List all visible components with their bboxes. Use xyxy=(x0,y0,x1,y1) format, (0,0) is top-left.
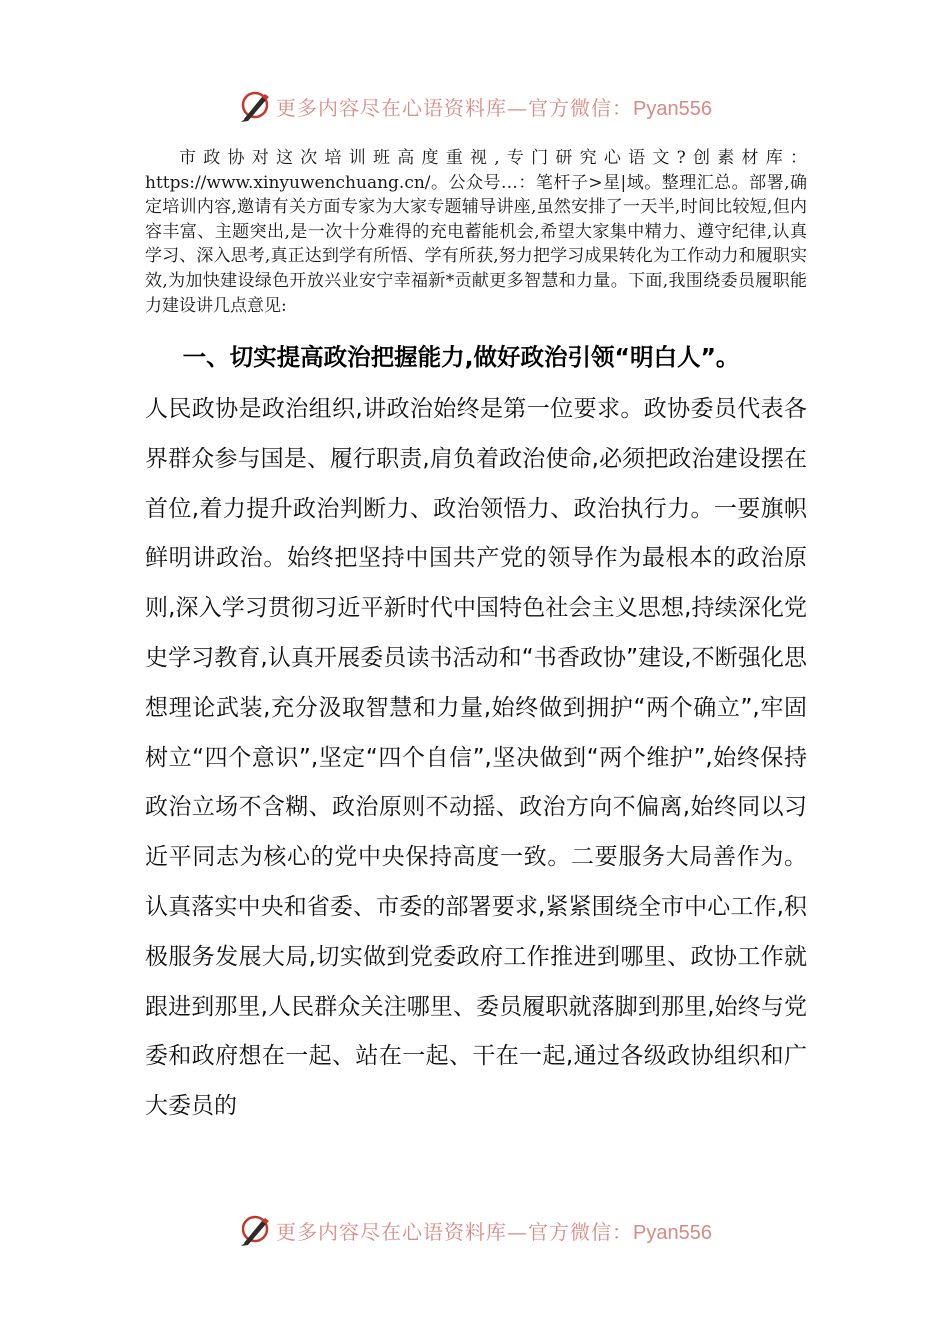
body-paragraph: 人民政协是政治组织,讲政治始终是第一位要求。政协委员代表各界群众参与国是、履行职责,肩负着政治使命,必须把政治建设摆在首位,着力提升政治判断力、政治领悟力、政治执行力。一要旗帜鲜明讲政治。始终把坚持中国共产党的领导作为最根本的政治原则,深入学习贯彻习近平新时代中国特色社会主义思想,持续深化党史学习教育,认真开展委员读书活动和“书香政协”建设,不断强化思想理论武装,充分汲取智慧和力量,始终做到拥护“两个确立”,牢固树立“四个意识”,坚定“四个自信”,坚决做到“两个维护”,始终保持政治立场不含糊、政治原则不动摇、政治方向不偏离,始终同以习近平同志为核心的党中央保持高度一致。二要服务大局善作为。认真落实中央和省委、市委的部署要求,紧紧围绕全市中心工作,积极服务发展大局,切实做到党委政府工作推进到哪里、政协工作就跟进到那里,人民群众关注哪里、委员履职就落脚到那里,始终与党委和政府想在一起、站在一起、干在一起,通过各级政协组织和广大委员的 xyxy=(145,396,807,1120)
watermark-text: 更多内容尽在心语资料库—官方微信：Pyan556 xyxy=(276,95,712,120)
intro-paragraph: 市政协对这次培训班高度重视,专门研究心语文?创素材库：https://www.xinyuwenchuang.cn/。公众号…：笔杆子>星|域。整理汇总。部署,确定培训内容,邀请有关方面专家为大家专题辅导讲座,虽然安排了一天半,时间比较短,但内容丰富、主题突出,是一次十分难得的充电蓄能机会,希望大家集中精力、遵守纪律,认真学习、深入思考,真正达到学有所悟、学有所获,努力把学习成果转化为工作动力和履职实效,为加快建设绿色开放兴业安宁幸福新*贡献更多智慧和力量。下面,我围绕委员履职能力建设讲几点意见: xyxy=(145,148,807,316)
section-heading: 一、切实提高政治把握能力,做好政治引领“明白人”。 xyxy=(182,343,740,371)
footer-watermark xyxy=(0,1210,950,1250)
header-watermark xyxy=(0,86,950,126)
pen-circle-logo-icon xyxy=(238,1213,272,1247)
watermark-text: 更多内容尽在心语资料库—官方微信：Pyan556 xyxy=(276,1219,712,1244)
pen-circle-logo-icon xyxy=(238,89,272,123)
